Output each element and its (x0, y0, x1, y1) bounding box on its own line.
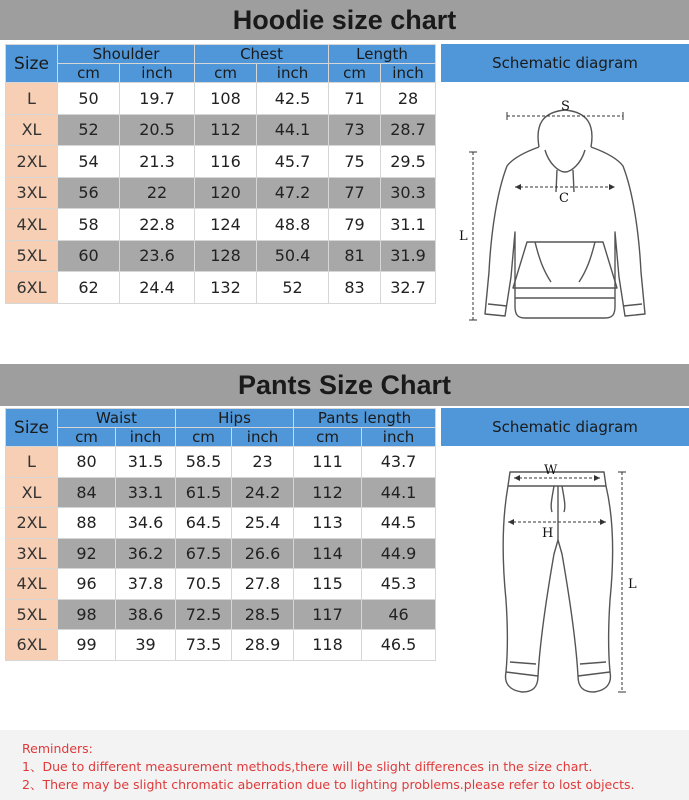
measurement-cell: 39 (116, 630, 176, 661)
measurement-cell: 44.1 (257, 114, 329, 146)
waist-header: Waist (58, 409, 176, 428)
measurement-cell: 81 (329, 240, 381, 272)
table-row (6, 83, 436, 115)
measurement-cell: 42.5 (257, 83, 329, 115)
waist-dimension-label: W (544, 463, 558, 478)
measurement-cell: 70.5 (176, 569, 232, 600)
measurement-cell: 118 (294, 630, 362, 661)
hips-header: Hips (176, 409, 294, 428)
measurement-cell: 84 (58, 477, 116, 508)
measurement-cell: 50 (58, 83, 120, 115)
size-cell: 5XL (6, 240, 58, 272)
measurement-cell: 24.4 (120, 272, 195, 304)
measurement-cell: 50.4 (257, 240, 329, 272)
measurement-cell: 31.1 (381, 209, 436, 241)
measurement-cell: 114 (294, 538, 362, 569)
size-cell: 6XL (6, 630, 58, 661)
size-cell: 4XL (6, 569, 58, 600)
measurement-cell: 58.5 (176, 447, 232, 478)
hoodie-schematic-header: Schematic diagram (441, 44, 689, 82)
table-row (6, 177, 436, 209)
measurement-cell: 112 (294, 477, 362, 508)
measurement-cell: 128 (195, 240, 257, 272)
table-row (6, 599, 436, 630)
measurement-cell: 30.3 (381, 177, 436, 209)
measurement-cell: 62 (58, 272, 120, 304)
measurement-cell: 36.2 (116, 538, 176, 569)
chest-dimension-label: C (559, 191, 569, 206)
reminder-item: 1、Due to different measurement methods,there will be slight differences in the size chart. (22, 759, 593, 774)
measurement-cell: 44.9 (362, 538, 436, 569)
measurement-cell: 99 (58, 630, 116, 661)
measurement-cell: 116 (195, 146, 257, 178)
measurement-cell: 23 (232, 447, 294, 478)
hips-dimension-label: H (542, 526, 554, 541)
measurement-cell: 31.9 (381, 240, 436, 272)
table-row (6, 114, 436, 146)
measurement-cell: 38.6 (116, 599, 176, 630)
measurement-cell: 71 (329, 83, 381, 115)
measurement-cell: 46.5 (362, 630, 436, 661)
unit-header: cm (58, 428, 116, 447)
measurement-cell: 60 (58, 240, 120, 272)
table-row (6, 240, 436, 272)
measurement-cell: 47.2 (257, 177, 329, 209)
size-cell: L (6, 83, 58, 115)
hoodie-chart-title: Hoodie size chart (0, 0, 689, 40)
measurement-cell: 44.1 (362, 477, 436, 508)
unit-header: cm (329, 64, 381, 83)
unit-header: cm (294, 428, 362, 447)
measurement-cell: 28.7 (381, 114, 436, 146)
measurement-cell: 32.7 (381, 272, 436, 304)
measurement-cell: 64.5 (176, 508, 232, 539)
measurement-cell: 28 (381, 83, 436, 115)
hoodie-size-table (5, 44, 436, 304)
unit-header: inch (257, 64, 329, 83)
pants-length-header: Pants length (294, 409, 436, 428)
length-dimension-label: L (459, 229, 468, 244)
measurement-cell: 58 (58, 209, 120, 241)
measurement-cell: 34.6 (116, 508, 176, 539)
measurement-cell: 108 (195, 83, 257, 115)
measurement-cell: 28.9 (232, 630, 294, 661)
hoodie-diagram (455, 92, 675, 337)
measurement-cell: 80 (58, 447, 116, 478)
measurement-cell: 111 (294, 447, 362, 478)
size-cell: 4XL (6, 209, 58, 241)
table-row (6, 477, 436, 508)
measurement-cell: 124 (195, 209, 257, 241)
unit-header: cm (176, 428, 232, 447)
measurement-cell: 83 (329, 272, 381, 304)
size-cell: 2XL (6, 146, 58, 178)
size-header: Size (6, 409, 58, 447)
measurement-cell: 19.7 (120, 83, 195, 115)
measurement-cell: 52 (257, 272, 329, 304)
unit-header: inch (120, 64, 195, 83)
measurement-cell: 25.4 (232, 508, 294, 539)
measurement-cell: 21.3 (120, 146, 195, 178)
measurement-cell: 52 (58, 114, 120, 146)
measurement-cell: 22 (120, 177, 195, 209)
measurement-cell: 88 (58, 508, 116, 539)
measurement-cell: 61.5 (176, 477, 232, 508)
reminder-item: 2、There may be slight chromatic aberration due to lighting problems.please refer to lost objects. (22, 777, 635, 792)
size-cell: 2XL (6, 508, 58, 539)
measurement-cell: 27.8 (232, 569, 294, 600)
measurement-cell: 72.5 (176, 599, 232, 630)
size-cell: 3XL (6, 177, 58, 209)
measurement-cell: 115 (294, 569, 362, 600)
measurement-cell: 31.5 (116, 447, 176, 478)
size-cell: 6XL (6, 272, 58, 304)
shoulder-dimension-label: S (561, 99, 570, 114)
measurement-cell: 56 (58, 177, 120, 209)
measurement-cell: 67.5 (176, 538, 232, 569)
measurement-cell: 98 (58, 599, 116, 630)
size-cell: L (6, 447, 58, 478)
shoulder-header: Shoulder (58, 45, 195, 64)
size-cell: XL (6, 477, 58, 508)
reminders-heading: Reminders: (22, 741, 93, 756)
size-cell: 5XL (6, 599, 58, 630)
measurement-cell: 23.6 (120, 240, 195, 272)
measurement-cell: 96 (58, 569, 116, 600)
measurement-cell: 45.7 (257, 146, 329, 178)
measurement-cell: 132 (195, 272, 257, 304)
unit-header: cm (195, 64, 257, 83)
measurement-cell: 43.7 (362, 447, 436, 478)
measurement-cell: 45.3 (362, 569, 436, 600)
table-row (6, 146, 436, 178)
table-row (6, 630, 436, 661)
unit-header: inch (116, 428, 176, 447)
length-dimension-label: L (628, 577, 637, 592)
measurement-cell: 44.5 (362, 508, 436, 539)
measurement-cell: 37.8 (116, 569, 176, 600)
unit-header: cm (58, 64, 120, 83)
measurement-cell: 54 (58, 146, 120, 178)
table-row (6, 209, 436, 241)
measurement-cell: 28.5 (232, 599, 294, 630)
measurement-cell: 24.2 (232, 477, 294, 508)
measurement-cell: 117 (294, 599, 362, 630)
measurement-cell: 33.1 (116, 477, 176, 508)
measurement-cell: 73.5 (176, 630, 232, 661)
measurement-cell: 75 (329, 146, 381, 178)
size-cell: XL (6, 114, 58, 146)
unit-header: inch (381, 64, 436, 83)
table-row (6, 569, 436, 600)
measurement-cell: 113 (294, 508, 362, 539)
chest-header: Chest (195, 45, 329, 64)
length-header: Length (329, 45, 436, 64)
measurement-cell: 120 (195, 177, 257, 209)
pants-chart-title: Pants Size Chart (0, 364, 689, 406)
table-row (6, 272, 436, 304)
measurement-cell: 92 (58, 538, 116, 569)
measurement-cell: 79 (329, 209, 381, 241)
table-row (6, 447, 436, 478)
unit-header: inch (362, 428, 436, 447)
pants-schematic-header: Schematic diagram (441, 408, 689, 446)
measurement-cell: 46 (362, 599, 436, 630)
measurement-cell: 73 (329, 114, 381, 146)
table-row (6, 538, 436, 569)
unit-header: inch (232, 428, 294, 447)
measurement-cell: 20.5 (120, 114, 195, 146)
measurement-cell: 112 (195, 114, 257, 146)
pants-diagram (480, 450, 650, 708)
pants-size-table (5, 408, 436, 661)
size-cell: 3XL (6, 538, 58, 569)
measurement-cell: 77 (329, 177, 381, 209)
measurement-cell: 22.8 (120, 209, 195, 241)
table-row (6, 508, 436, 539)
measurement-cell: 26.6 (232, 538, 294, 569)
measurement-cell: 29.5 (381, 146, 436, 178)
size-header: Size (6, 45, 58, 83)
measurement-cell: 48.8 (257, 209, 329, 241)
reminders-panel (0, 730, 689, 800)
